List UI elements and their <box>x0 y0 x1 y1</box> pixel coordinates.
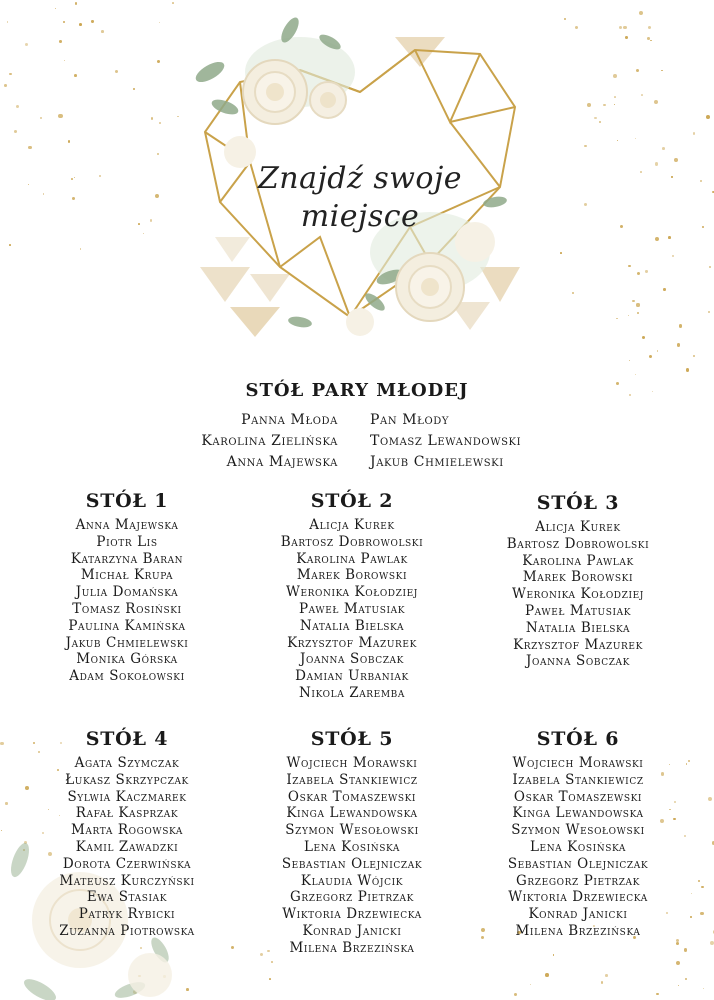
gold-speck <box>133 88 135 90</box>
guest-list <box>14 517 240 685</box>
gold-speck <box>672 255 673 256</box>
gold-speck <box>686 368 690 372</box>
gold-speck <box>676 961 680 965</box>
guest-name: Nikola Zaremba <box>299 684 405 701</box>
guest-name: Konrad Janicki <box>302 922 402 939</box>
gold-speck <box>75 2 78 5</box>
gold-speck <box>601 981 604 984</box>
guest-name: Natalia Bielska <box>525 619 631 636</box>
guest-name: Łukasz Skrzypczak <box>65 771 189 788</box>
table-title: STÓŁ 6 <box>536 728 620 750</box>
guest-name: Mateusz Kurczyński <box>59 872 195 889</box>
gold-speck <box>177 116 179 118</box>
gold-speck <box>708 311 711 314</box>
header-title <box>220 160 500 236</box>
gold-speck <box>157 153 159 155</box>
guest-name: Paweł Matusiak <box>524 602 632 619</box>
header-title-line1: Znajdź swoje <box>257 161 463 196</box>
gold-speck <box>64 60 65 61</box>
guest-name: Milena Brzezińska <box>515 922 641 939</box>
gold-speck <box>654 100 658 104</box>
guest-name: Krzysztof Mazurek <box>513 636 643 653</box>
gold-speck <box>159 22 160 23</box>
gold-speck <box>603 104 606 107</box>
gold-speck <box>155 194 159 198</box>
gold-speck <box>63 21 65 23</box>
guest-name: Bartosz Dobrowolski <box>506 535 650 552</box>
guest-name: Agata Szymczak <box>74 755 180 771</box>
guest-name: Karolina Pawlak <box>296 550 408 567</box>
gold-speck <box>16 105 19 108</box>
guest-name: Szymon Wesołowski <box>285 822 419 839</box>
gold-speck <box>74 177 75 178</box>
guest-name: Ewa Stasiak <box>86 889 168 906</box>
gold-speck <box>614 96 616 98</box>
table-1 <box>14 487 240 685</box>
gold-speck <box>671 176 672 177</box>
gold-speck <box>677 343 681 347</box>
guest-name: Weronika Kołodziej <box>285 584 419 601</box>
gold-speck <box>637 272 640 275</box>
gold-speck <box>662 147 665 150</box>
guest-name: Grzegorz Pietrzak <box>290 889 414 906</box>
head-table-guests <box>0 410 714 470</box>
gold-speck <box>587 103 591 107</box>
gold-speck <box>115 70 118 73</box>
guest-name: Krzysztof Mazurek <box>287 634 417 651</box>
gold-speck <box>545 973 549 977</box>
gold-speck <box>514 993 517 996</box>
gold-speck <box>702 226 704 228</box>
gold-speck <box>708 797 712 801</box>
gold-speck <box>80 248 81 249</box>
gold-speck <box>143 233 144 234</box>
gold-speck <box>269 978 271 980</box>
gold-speck <box>655 162 659 166</box>
gold-speck <box>639 11 643 15</box>
guest-name: Julia Domańska <box>75 584 179 601</box>
guest-name: Joanna Sobczak <box>299 651 404 668</box>
head-table-title: STÓŁ PARY MŁODEJ <box>245 380 469 401</box>
gold-speck <box>560 252 562 254</box>
guest-name: Natalia Bielska <box>299 617 405 634</box>
guest-name: Alicja Kurek <box>535 519 621 535</box>
gold-speck <box>701 886 704 889</box>
head-table-guest: Jakub Chmielewski <box>370 454 504 470</box>
guest-name: Grzegorz Pietrzak <box>516 872 640 889</box>
gold-speck <box>698 880 700 882</box>
guest-name: Damian Urbaniak <box>295 668 409 685</box>
guest-name: Sylwia Kaczmarek <box>67 788 187 805</box>
gold-speck <box>71 178 73 180</box>
gold-speck <box>617 140 618 141</box>
gold-speck <box>584 145 586 147</box>
gold-speck <box>530 984 531 985</box>
gold-speck <box>656 993 659 996</box>
gold-speck <box>572 292 574 294</box>
gold-speck <box>584 203 587 206</box>
gold-speck <box>9 244 11 246</box>
guest-list <box>14 755 240 940</box>
guest-name: Weronika Kołodziej <box>511 586 645 603</box>
gold-speck <box>43 193 45 195</box>
gold-speck <box>700 912 704 916</box>
guest-name: Karolina Pawlak <box>522 552 634 569</box>
gold-speck <box>599 121 602 124</box>
gold-speck <box>4 84 7 87</box>
gold-speck <box>614 104 615 105</box>
guest-name: Dorota Czerwińska <box>62 855 192 872</box>
gold-speck <box>28 184 29 185</box>
guest-name: Izabela Stankiewicz <box>512 771 644 788</box>
gold-speck <box>661 70 663 72</box>
gold-speck <box>636 69 639 72</box>
gold-speck <box>649 355 652 358</box>
guest-name: Oskar Tomaszewski <box>287 788 417 805</box>
head-table-left-column <box>201 410 338 473</box>
gold-speck <box>706 115 710 119</box>
gold-speck <box>620 225 623 228</box>
gold-speck <box>616 318 617 319</box>
gold-speck <box>640 171 642 173</box>
gold-speck <box>709 266 711 268</box>
guest-name: Oskar Tomaszewski <box>513 788 643 805</box>
gold-speck <box>68 140 70 142</box>
gold-speck <box>685 978 687 980</box>
guest-name: Monika Górska <box>76 651 178 668</box>
gold-speck <box>636 303 639 306</box>
gold-speck <box>101 30 104 33</box>
guest-name: Adam Sokołowski <box>69 668 185 685</box>
gold-speck <box>628 265 631 268</box>
guest-list <box>239 755 465 957</box>
guest-name: Konrad Janicki <box>528 906 628 923</box>
head-table-guest: Karolina Zielińska <box>201 433 338 449</box>
head-table-right-column <box>370 410 521 473</box>
guest-name: Jakub Chmielewski <box>65 634 189 651</box>
guest-name: Katarzyna Baran <box>70 550 184 567</box>
gold-speck <box>693 132 695 134</box>
gold-speck <box>679 324 682 327</box>
gold-speck <box>648 26 652 30</box>
gold-speck <box>674 158 678 162</box>
table-3 <box>465 489 691 670</box>
guest-name: Paweł Matusiak <box>298 600 406 617</box>
guest-name: Alicja Kurek <box>309 517 395 533</box>
head-table-guest: Anna Majewska <box>226 454 338 470</box>
gold-speck <box>9 73 12 76</box>
gold-speck <box>91 20 93 22</box>
gold-speck <box>663 288 665 290</box>
guest-name: Kinga Lewandowska <box>286 805 418 822</box>
guest-name: Anna Majewska <box>75 517 179 533</box>
gold-speck <box>645 270 647 272</box>
gold-speck <box>613 74 617 78</box>
gold-speck <box>138 223 140 225</box>
gold-speck <box>14 130 17 133</box>
gold-speck <box>58 114 62 118</box>
guest-name: Izabela Stankiewicz <box>286 771 418 788</box>
guest-name: Zuzanna Piotrowska <box>59 922 195 939</box>
head-table-guest: Tomasz Lewandowski <box>370 433 522 449</box>
gold-speck <box>99 175 101 177</box>
gold-speck <box>59 40 62 43</box>
gold-speck <box>637 312 638 313</box>
header-title-line2: miejsce <box>300 199 420 234</box>
guest-name: Michał Krupa <box>80 567 174 584</box>
guest-name: Marek Borowski <box>296 567 408 584</box>
guest-name: Kinga Lewandowska <box>512 805 644 822</box>
gold-speck <box>553 954 554 955</box>
guest-name: Milena Brzezińska <box>289 939 415 956</box>
table-title: STÓŁ 1 <box>85 490 169 512</box>
gold-speck <box>172 2 174 4</box>
gold-speck <box>650 40 652 42</box>
gold-speck <box>575 26 578 29</box>
head-table-guest: Panna Młoda <box>241 412 338 428</box>
gold-speck <box>710 941 714 945</box>
gold-speck <box>678 985 679 986</box>
gold-speck <box>625 36 628 39</box>
guest-name: Lena Kosińska <box>303 838 401 855</box>
table-title: STÓŁ 2 <box>310 490 394 512</box>
guest-name: Patryk Rybicki <box>78 906 176 923</box>
gold-speck <box>668 236 671 239</box>
gold-speck <box>693 355 695 357</box>
guest-name: Klaudia Wójcik <box>300 872 404 889</box>
guest-list <box>465 755 691 940</box>
heart-floral-decoration <box>180 12 540 347</box>
gold-speck <box>72 197 75 200</box>
gold-speck <box>564 18 566 20</box>
gold-speck <box>7 21 9 23</box>
gold-speck <box>150 219 153 222</box>
gold-speck <box>623 26 627 30</box>
guest-name: Bartosz Dobrowolski <box>280 533 424 550</box>
gold-speck <box>703 988 704 989</box>
guest-name: Joanna Sobczak <box>525 653 630 670</box>
guest-name: Rafał Kasprzak <box>75 805 179 822</box>
guest-name: Marta Rogowska <box>70 822 184 839</box>
guest-list <box>465 519 691 670</box>
guest-name: Wiktoria Drzewiecka <box>508 889 648 906</box>
guest-name: Wiktoria Drzewiecka <box>282 906 422 923</box>
guest-name: Wojciech Morawski <box>286 755 418 771</box>
gold-speck <box>684 948 687 951</box>
gold-speck <box>231 946 235 950</box>
gold-speck <box>151 117 153 119</box>
table-6 <box>465 725 691 940</box>
head-table-guest: Pan Młody <box>370 412 450 428</box>
gold-speck <box>0 742 3 745</box>
gold-speck <box>55 8 57 10</box>
gold-speck <box>676 942 679 945</box>
gold-speck <box>159 122 161 124</box>
gold-speck <box>628 315 629 316</box>
gold-speck <box>28 146 31 149</box>
gold-speck <box>605 974 608 977</box>
gold-speck <box>632 300 634 302</box>
gold-speck <box>594 117 596 119</box>
guest-name: Piotr Lis <box>96 533 158 550</box>
gold-speck <box>641 94 643 96</box>
gold-speck <box>79 23 82 26</box>
guest-name: Tomasz Rosiński <box>72 600 182 617</box>
gold-speck <box>642 336 645 339</box>
table-2 <box>239 487 465 702</box>
gold-speck <box>619 26 622 29</box>
gold-speck <box>157 60 160 63</box>
guest-name: Sebastian Olejniczak <box>507 855 649 872</box>
gold-speck <box>74 74 77 77</box>
guest-name: Paulina Kamińska <box>68 617 186 634</box>
gold-speck <box>700 180 702 182</box>
table-4 <box>14 725 240 940</box>
gold-speck <box>635 374 636 375</box>
guest-name: Marek Borowski <box>522 569 634 586</box>
gold-speck <box>647 37 650 40</box>
gold-speck <box>40 117 41 118</box>
gold-speck <box>635 138 636 139</box>
gold-speck <box>25 43 29 47</box>
guest-name: Szymon Wesołowski <box>511 822 645 839</box>
gold-speck <box>657 350 658 351</box>
guest-name: Lena Kosińska <box>529 838 627 855</box>
guest-name: Wojciech Morawski <box>512 755 644 771</box>
table-title: STÓŁ 3 <box>536 492 620 514</box>
guest-list <box>239 517 465 702</box>
table-5 <box>239 725 465 957</box>
table-title: STÓŁ 4 <box>85 728 169 750</box>
gold-speck <box>655 237 659 241</box>
table-title: STÓŁ 5 <box>310 728 394 750</box>
guest-name: Sebastian Olejniczak <box>281 855 423 872</box>
gold-speck <box>271 961 273 963</box>
guest-name: Kamil Zawadzki <box>75 838 179 855</box>
gold-speck <box>629 360 630 361</box>
